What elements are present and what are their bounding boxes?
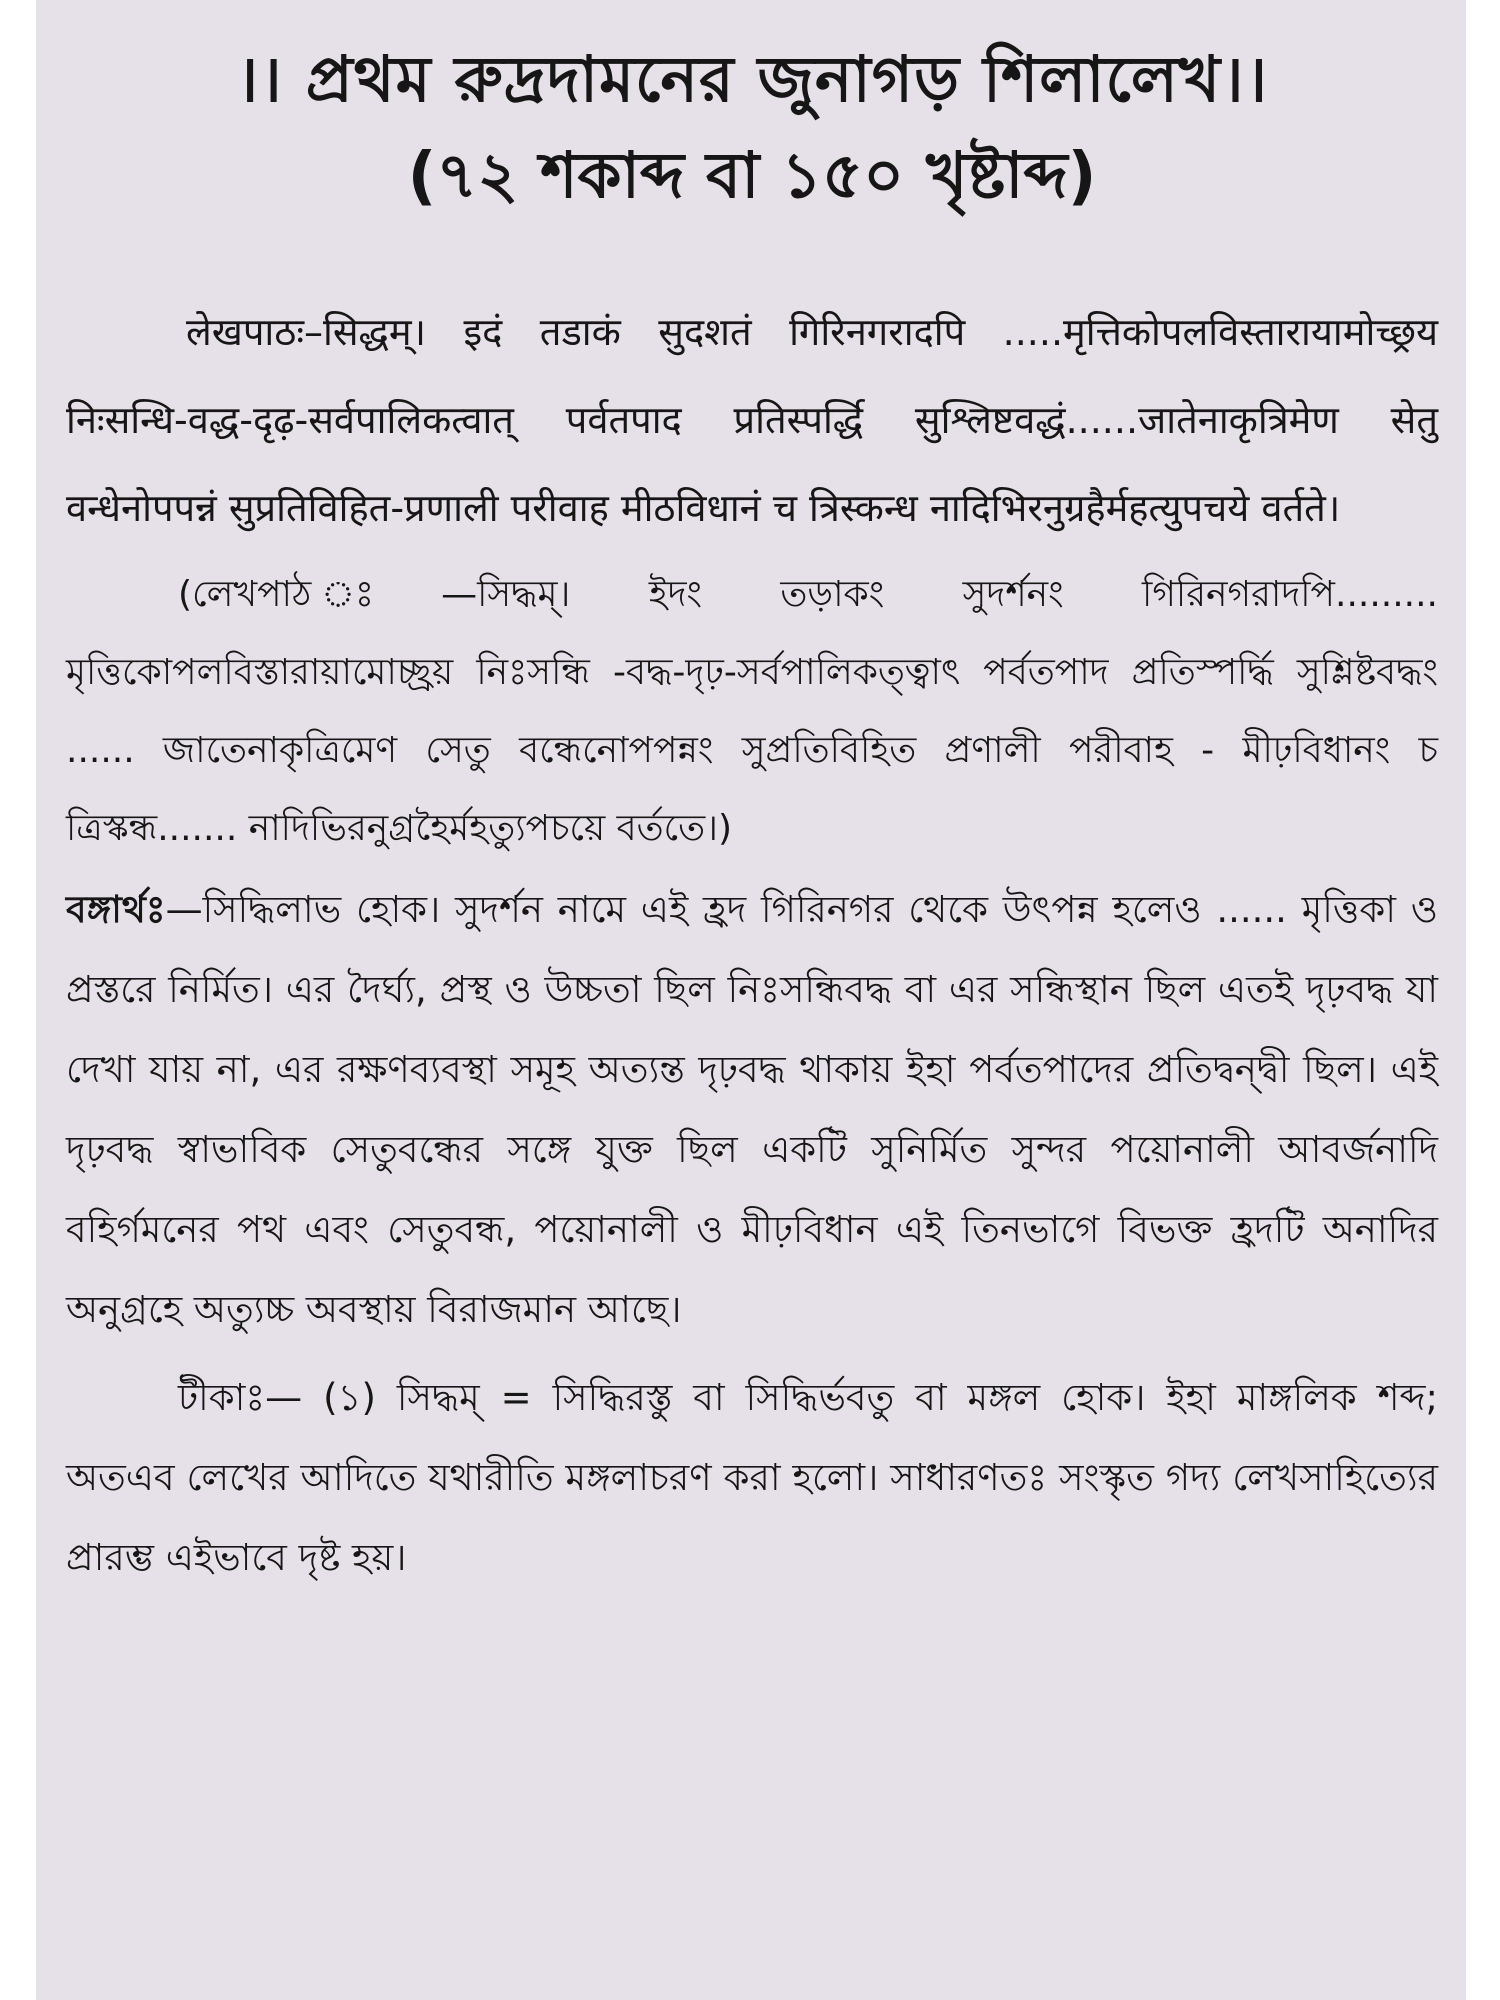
meaning-paragraph — [66, 870, 1438, 1350]
meaning-label: বঙ্গার্থঃ — [66, 888, 166, 931]
meaning-text: —সিদ্ধিলাভ হোক। সুদর্শন নামে এই হ্রদ গিরিনগর থেকে উৎপন্ন হলেও ...... মৃত্তিকা ও প্রস্তরে নির্মিত। এর দৈর্ঘ্য, প্রস্থ ও উচ্চতা ছিল নিঃসন্ধিবদ্ধ বা এর সন্ধিস্থান ছিল এতই দৃঢ়বদ্ধ যা দেখা যায় না, এর রক্ষণব্যবস্থা সমূহ অত্যন্ত দৃঢ়বদ্ধ থাকায় ইহা পর্বতপাদের প্রতিদ্বন্দ্বী ছিল। এই দৃঢ়বদ্ধ স্বাভাবিক সেতুবন্ধের সঙ্গে যুক্ত ছিল একটি সুনির্মিত সুন্দর পয়োনালী আবর্জনাদি বহির্গমনের পথ এবং সেতুবন্ধ, পয়োনালী ও মীঢ়বিধান এই তিনভাগে বিভক্ত হ্রদটি অনাদির অনুগ্রহে অত্যুচ্চ অবস্থায় বিরাজমান আছে। — [66, 888, 1438, 1331]
bengali-transliteration-paragraph: (লেখপাঠ ঃ—সিদ্ধম্। ইদং তড়াকং সুদর্শনং গিরিনগরাদপি......... মৃত্তিকোপলবিস্তারায়ামোচ্ছ্রয় নিঃসন্ধি -বদ্ধ-দৃঢ়-সর্বপালিকত্ত্বাৎ পর্বতপাদ প্রতিস্পর্দ্ধি সুশ্লিষ্টবদ্ধং ...... জাতেনাকৃত্রিমেণ সেতু বন্ধেনোপপন্নং সুপ্রতিবিহিত প্রণালী পরীবাহ - মীঢ়বিধানং চ ত্রিস্কন্ধ....... নাদিভিরনুগ্রহৈর্মহত্যুপচয়ে বর্ততে।) — [66, 574, 1438, 849]
document-subtitle: (৭২ শকাব্দ বা ১৫০ খৃষ্টাব্দ) — [407, 139, 1097, 212]
document-page — [36, 0, 1466, 2000]
sanskrit-text-paragraph: लेखपाठः–सिद्धम्। इदं तडाकं सुदशतं गिरिनगरादपि .....मृत्तिकोपलविस्तारायामोच्छ्रय निःसन्धि-वद्ध-दृढ़-सर्वपालिकत्वात् पर्वतपाद प्रतिस्पर्द्धि सुश्लिष्टवद्धं......जातेनाकृत्रिमेण सेतु वन्धेनोपपन्नं सुप्रतिविहित-प्रणाली परीवाह मीठविधानं च त्रिस्कन्ध नादिभिरनुग्रहैर्महत्युपचये वर्तते। — [66, 310, 1438, 530]
document-title: ।। প্রথম রুদ্রদামনের জুনাগড় শিলালেখ।। — [235, 43, 1269, 116]
commentary-note-paragraph: টীকাঃ— (১) সিদ্ধম্ = সিদ্ধিরস্তু বা সিদ্ধির্ভবতু বা মঙ্গল হোক। ইহা মাঙ্গলিক শব্দ; অতএব লেখের আদিতে যথারীতি মঙ্গলাচরণ করা হলো। সাধারণতঃ সংস্কৃত গদ্য লেখসাহিত্যের প্রারম্ভ এইভাবে দৃষ্ট হয়। — [66, 1376, 1438, 1579]
